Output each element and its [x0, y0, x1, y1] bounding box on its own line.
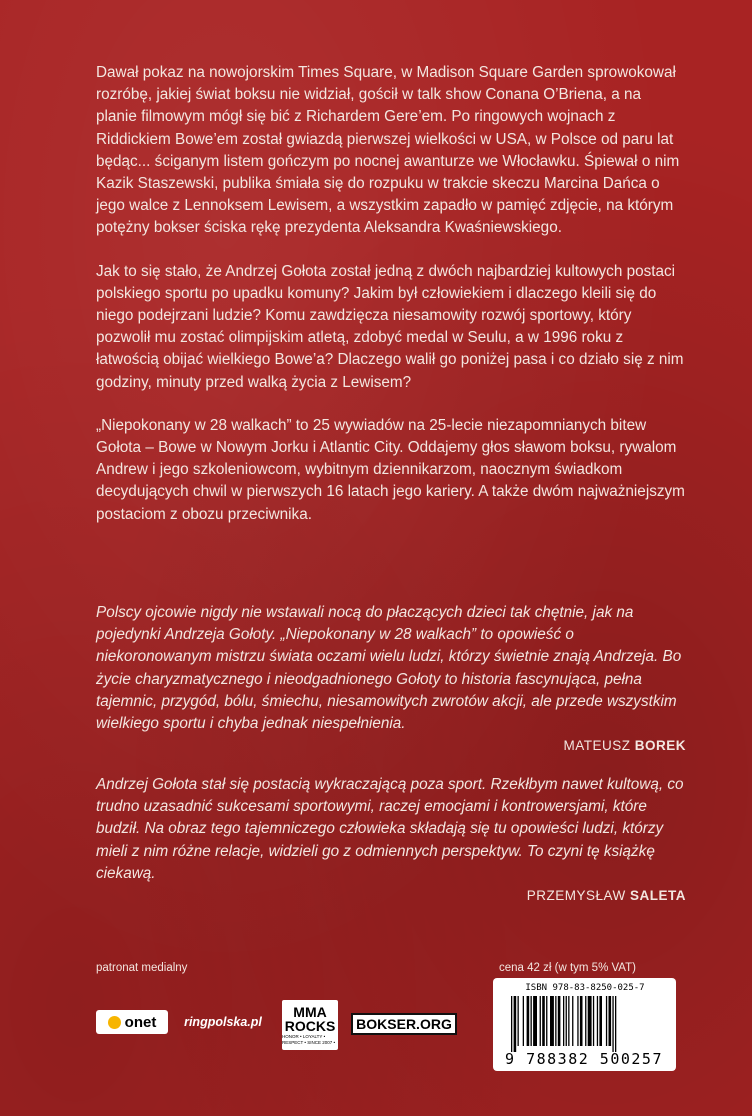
barcode-number: 9 788382 500257	[505, 1050, 663, 1068]
barcode-bar	[540, 996, 541, 1046]
barcode-bar	[599, 996, 602, 1046]
isbn-label: ISBN 978-83-8250-025-7	[525, 983, 645, 993]
mma-rocks-logo	[282, 1000, 338, 1050]
author-first-name: MATEUSZ	[563, 738, 631, 754]
barcode-bar	[550, 996, 554, 1046]
author-last-name: SALETA	[630, 888, 686, 904]
description-paragraph-3: „Niepokonany w 28 walkach” to 25 wywiadów na 25-lecie niezapomnianych bitew Gołota – Bowe w Nowym Jorku i Atlantic City. Oddajemy głos sławom boksu, rywalom Andrew i jego szkoleniowcom, wybitnym dziennikarzom, naocznym świadkom decydujących chwil w pierwszych 16 latach jego kariery. A także dwóm najważniejszym postaciom z obozu przeciwnika.	[96, 416, 685, 523]
mma-logo-line1: MMA	[293, 1003, 327, 1020]
quote-text: Polscy ojcowie nigdy nie wstawali nocą do płaczących dzieci tak chętnie, jak na pojedynki Andrzeja Gołoty. „Niepokonany w 28 walkach” to opowieść o niekoronowanym mistrzu świata oczami wielu ludzi, którzy świetnie znają Andrzeja. Bo życie charyzmatycznego i nieodgadnionego Gołoty to historia fascynująca, pełna tajemnic, przygód, bólu, śmiechu, niesamowitych zwrotów akcji, ale przede wszystkim wielkiego sportu i chyba jednak niespełnienia.	[96, 604, 682, 733]
quote-borek	[96, 602, 686, 753]
barcode-bar	[588, 996, 592, 1046]
barcode-bar	[563, 996, 564, 1046]
barcode-bar	[533, 996, 537, 1046]
onet-logo	[96, 1010, 168, 1034]
barcode-bar	[523, 996, 524, 1046]
barcode-bar	[580, 996, 583, 1046]
quote-author	[96, 888, 686, 903]
onet-dot-icon	[108, 1016, 121, 1029]
barcode-bar	[572, 996, 573, 1046]
quote-saleta	[96, 774, 686, 903]
patronat-label: patronat medialny	[96, 962, 188, 974]
description-paragraph-2: Jak to się stało, że Andrzej Gołota został jedną z dwóch najbardziej kultowych postaci polskiego sportu po upadku komuny? Jakim był człowiekiem i dlaczego kleili się do niego podejrzani ludzie? Komu zawdzięcza niesamowity rozwój sportowy, który pozwolił mu zostać olimpijskim atletą, zdobyć medal w Seulu, a w 1996 roku z łatwością obijać wielkiego Bowe’a? Dlaczego walił go poniżej pasa i co działo się z nim godziny, minuty przed walką życia z Lewisem?	[96, 262, 684, 391]
barcode-bar	[546, 996, 547, 1046]
quote-author	[96, 738, 686, 753]
description-block	[96, 62, 686, 547]
author-first-name: PRZEMYSŁAW	[526, 888, 626, 904]
barcode-bar	[577, 996, 578, 1046]
ringpolska-logo: ringpolska.pl	[184, 1015, 262, 1029]
barcode-bar	[518, 996, 519, 1046]
barcode-box	[493, 978, 676, 1071]
mma-logo-line2: ROCKS	[284, 1017, 336, 1034]
barcode-bar	[612, 996, 613, 1052]
price-label: cena 42 zł (w tym 5% VAT)	[499, 962, 636, 974]
barcode-bar	[609, 996, 612, 1046]
barcode-bar	[597, 996, 598, 1046]
barcode-bar	[511, 996, 512, 1052]
barcode-bar	[542, 996, 545, 1046]
barcode-bar	[606, 996, 607, 1046]
barcode-bar	[568, 996, 569, 1046]
onet-logo-text: onet	[124, 1013, 157, 1031]
barcode-bar	[558, 996, 561, 1046]
mma-logo-tagline: HONOR • LOYALTY • RESPECT • SINCE 2007 •	[282, 1033, 336, 1045]
barcode-bar	[527, 996, 530, 1046]
bokser-org-logo: BOKSER.ORG	[351, 1013, 457, 1035]
barcode-bar	[566, 996, 567, 1046]
barcode-bar	[514, 996, 517, 1052]
description-paragraph-1: Dawał pokaz na nowojorskim Times Square, w Madison Square Garden sprowokował rozróbę, jakiej świat boksu nie widział, gościł w talk show Conana O’Briena, a na planie filmowym mógł się bić z Richardem Gere’em. Po ringowych wojnach z Riddickiem Bowe’em został gwiazdą pierwszej wielkości w USA, w Polsce od paru lat będąc... ściganym listem gończym po nocnej awanturze we Włocławku. Śpiewał o nim Kazik Staszewski, publika śmiała się do rozpuku w trakcie skeczu Marcina Dańca o jego walce z Lennoksem Lewisem, a wszystkim zapadło w pamięć zdjęcie, na którym potężny bokser ściska rękę prezydenta Aleksandra Kwaśniewskiego.	[96, 64, 680, 237]
barcode-icon	[511, 996, 658, 1052]
author-last-name: BOREK	[634, 738, 686, 754]
quote-text: Andrzej Gołota stał się postacią wykraczającą poza sport. Rzekłbym nawet kultową, co trudno uzasadnić sukcesami sportowymi, raczej emocjami i kontrowersjami, które budził. Na obraz tego tajemniczego człowieka składają się tu opowieści ludzi, którzy mieli z nim różne relacje, widzieli go z odmiennych perspektyw. To czyni tę książkę ciekawą.	[96, 776, 684, 882]
barcode-bar	[555, 996, 556, 1046]
barcode-bar	[531, 996, 532, 1046]
barcode-bar	[615, 996, 616, 1052]
barcode-bar	[585, 996, 586, 1046]
barcode-bar	[593, 996, 594, 1046]
